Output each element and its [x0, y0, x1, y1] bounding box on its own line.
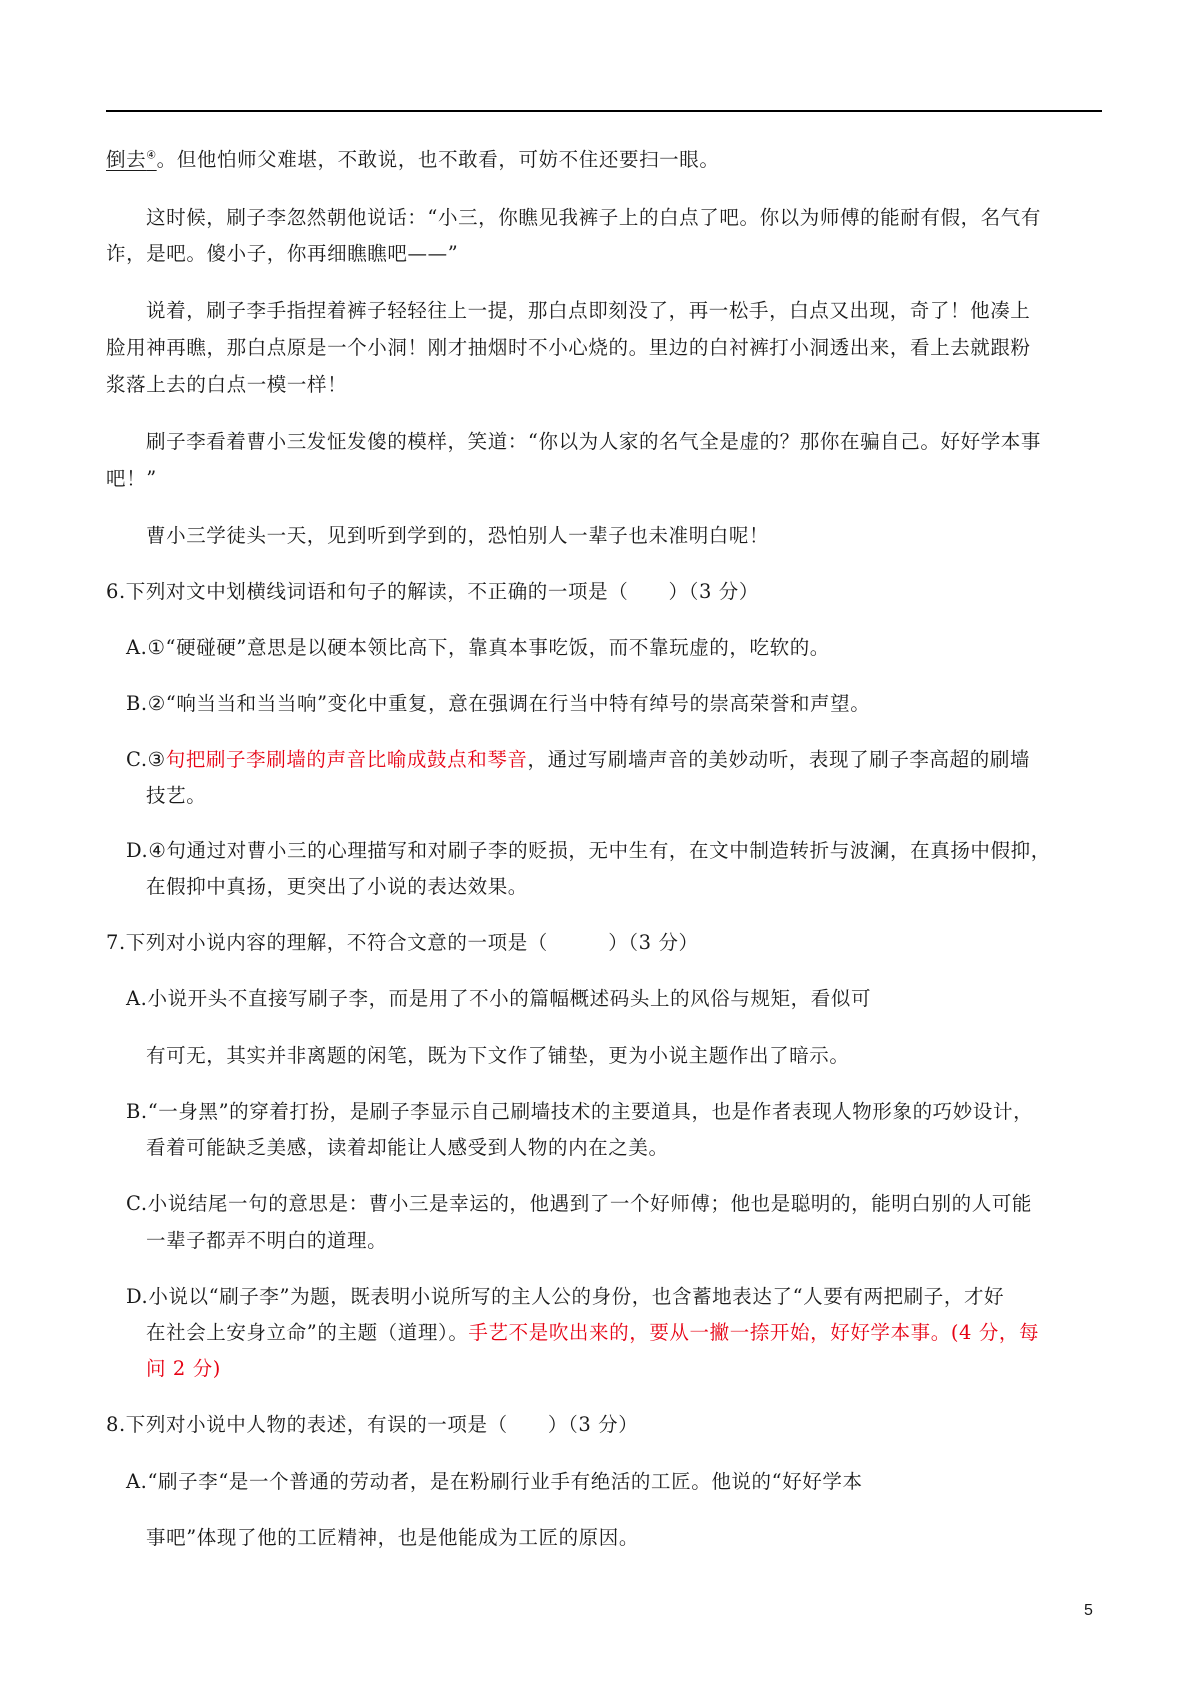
passage-p3-line-2: 脸用神再瞧，那白点原是一个小洞！刚才抽烟时不小心烧的。里边的白衬裤打小洞透出来，看上去就跟粉	[106, 336, 1031, 359]
q7-answer-red-text: 手艺不是吹出来的，要从一撇一捺开始，好好学本事。(4 分，每	[468, 1321, 1040, 1344]
passage-line-1: 倒去④。但他怕师父难堪，不敢说，也不敢看，可妨不住还要扫一眼。	[106, 148, 720, 171]
passage-p3-line-3: 浆落上去的白点一模一样！	[106, 373, 348, 396]
passage-p5: 曹小三学徒头一天，见到听到学到的，恐怕别人一辈子也未准明白呢！	[146, 524, 770, 547]
underlined-phrase-4: 倒去④	[106, 148, 157, 171]
q6-option-d-line-1: D.④句通过对曹小三的心理描写和对刷子李的贬损，无中生有，在文中制造转折与波澜，在真扬中假抑，	[126, 839, 1051, 862]
header-rule	[106, 110, 1102, 112]
q6-option-b: B.②“响当当和当当响”变化中重复，意在强调在行当中特有绰号的崇高荣誉和声望。	[126, 692, 871, 715]
q7-option-d-line-1: D.小说以“刷子李”为题，既表明小说所写的主人公的身份，也含蓄地表达了“人要有两把刷子，才好	[126, 1285, 1005, 1308]
q6-option-d-line-2: 在假抑中真扬，更突出了小说的表达效果。	[146, 875, 528, 898]
passage-p4-line-2: 吧！”	[106, 467, 157, 490]
q6-option-c-line-2: 技艺。	[146, 784, 207, 807]
q8-option-a-line-1: A.“刷子李“是一个普通的劳动者，是在粉刷行业手有绝活的工匠。他说的“好好学本	[126, 1470, 863, 1493]
passage-p3-line-1: 说着，刷子李手指捏着裤子轻轻往上一提，那白点即刻没了，再一松手，白点又出现，奇了！他凑上	[146, 299, 1031, 322]
page-number: 5	[1084, 1602, 1093, 1619]
q6-option-c-line-1: C.③句把刷子李刷墙的声音比喻成鼓点和琴音，通过写刷墙声音的美妙动听，表现了刷子李高超的刷墙	[126, 748, 1031, 771]
passage-p2-line-1: 这时候，刷子李忽然朝他说话：“小三，你瞧见我裤子上的白点了吧。你以为师傅的能耐有假，名气有	[146, 206, 1041, 229]
q7-answer-red-line-3: 问 2 分)	[146, 1357, 222, 1380]
q7-option-b-line-2: 看着可能缺乏美感，读着却能让人感受到人物的内在之美。	[146, 1136, 669, 1159]
q6-option-a: A.①“硬碰硬”意思是以硬本领比高下，靠真本事吃饭，而不靠玩虚的，吃软的。	[126, 636, 830, 659]
q6-option-c-red-text: 句把刷子李刷墙的声音比喻成鼓点和琴音	[165, 748, 528, 771]
q7-option-c-line-2: 一辈子都弄不明白的道理。	[146, 1229, 388, 1252]
q7-option-d-line-2: 在社会上安身立命”的主题（道理）。手艺不是吹出来的，要从一撇一捺开始，好好学本事。(4 分，每	[146, 1321, 1040, 1344]
q8-stem: 8.下列对小说中人物的表述，有误的一项是（ ）（3 分）	[106, 1413, 639, 1436]
q8-option-a-line-2: 事吧”体现了他的工匠精神，也是他能成为工匠的原因。	[146, 1526, 639, 1549]
passage-p2-line-2: 诈，是吧。傻小子，你再细瞧瞧吧——”	[106, 242, 459, 265]
q7-option-a-line-1: A.小说开头不直接写刷子李，而是用了不小的篇幅概述码头上的风俗与规矩，看似可	[126, 987, 872, 1010]
passage-p4-line-1: 刷子李看着曹小三发怔发傻的模样，笑道：“你以为人家的名气全是虚的？那你在骗自己。好好学本事	[146, 430, 1041, 453]
q7-option-a-line-2: 有可无，其实并非离题的闲笔，既为下文作了铺垫，更为小说主题作出了暗示。	[146, 1044, 850, 1067]
q7-option-c-line-1: C.小说结尾一句的意思是：曹小三是幸运的，他遇到了一个好师傅；他也是聪明的，能明白别的人可能	[126, 1192, 1033, 1215]
q7-option-b-line-1: B.“一身黑”的穿着打扮，是刷子李显示自己刷墙技术的主要道具，也是作者表现人物形象的巧妙设计，	[126, 1100, 1034, 1123]
q6-stem: 6.下列对文中划横线词语和句子的解读，不正确的一项是（ ）（3 分）	[106, 580, 759, 603]
q7-stem: 7.下列对小说内容的理解，不符合文意的一项是（ ）（3 分）	[106, 931, 699, 954]
